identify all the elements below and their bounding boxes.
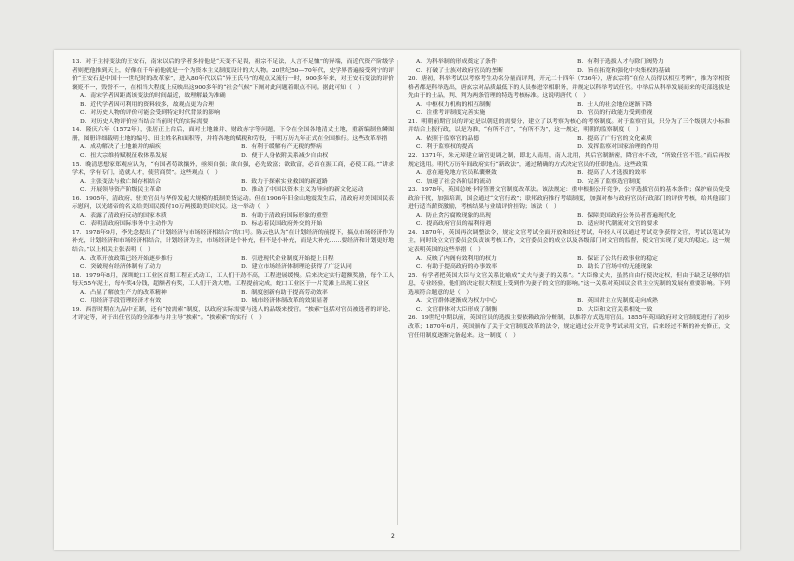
- answer-option: C．加速了社会各阶层的流动: [416, 178, 492, 185]
- answer-options: [72, 289, 394, 306]
- answer-option: D．完善了监察选官制度: [577, 178, 641, 185]
- question-block: [408, 186, 730, 229]
- answer-option: C．利于监察权的提高: [416, 144, 474, 151]
- answer-options: [408, 255, 730, 272]
- answer-options: [72, 255, 394, 272]
- exam-page: [54, 50, 740, 550]
- answer-option: D．旨在拓宽和强化中央集权的基础: [577, 67, 671, 74]
- answer-option: B．有助于清政府国际形象的重塑: [241, 212, 328, 219]
- question-block: [72, 195, 394, 229]
- answer-option: D．对历史人物评价应当结合当前时代的实际需要: [80, 118, 209, 125]
- answer-option: C．扭大宗维持赋税征收体系发展: [80, 153, 167, 160]
- answer-option: D．助长了官场中的无能现象: [577, 264, 653, 271]
- column-divider: [397, 60, 398, 525]
- answer-options: [408, 101, 730, 118]
- answer-option: C．用经济手段管理经济才有效: [80, 298, 162, 305]
- answer-options: [408, 169, 730, 186]
- answer-option: D．建立市场经济体制理论获得了广泛认同: [241, 264, 352, 271]
- question-block: [72, 306, 394, 323]
- answer-option: A．成功解决了土地兼并的痼疾: [80, 144, 161, 151]
- answer-option: B．近代学者因可利用的资料较多，故观点更为合理: [80, 101, 214, 108]
- answer-option: B．士人的社会地位逐渐下降: [577, 101, 653, 108]
- question-text: 18．1979年8月，深圳蛇口工业区首期工程正式动工，工人们干劲不高，工程进展缓慢。后来决定实行超额奖励，每个工人每天55车泥土，每车奖4分钱，超额者有奖，工人们干劲大增。工程提前完成，蛇口工业区于一片荒滩上出现工业区: [72, 272, 394, 288]
- question-text: 26．19世纪中期以前，英国官员的选拔主要依赖政治分赃制，以推荐方式选用官员。1855年英国政府对文官制度进行了初步改革；1870年6月，英国颁布了关于文官制度改革的法令，规定通过公开竞争考试录用文官，后来经过不断的补充修正，文官任用制度逐渐完备起来。这一制度（ ）: [408, 315, 730, 339]
- answer-option: C．表明清政府国际事务中主动作为: [80, 221, 173, 228]
- answer-option: D．大臣和文官关系相处一致: [577, 306, 653, 313]
- answer-option: A．中枢权力机构的相互制衡: [416, 101, 491, 108]
- answer-option: D．推动了中国以资本主义为导向的新文化运动: [241, 187, 364, 194]
- answer-option: A．反映了内阁有效利用的权力: [416, 255, 497, 262]
- answer-option: A．文官群体逐渐成为权力中心: [416, 298, 497, 305]
- answer-option: C．注重考评制度完善实施: [416, 110, 486, 117]
- answer-option: C．文官群体对大臣形成了制衡: [416, 306, 498, 313]
- answer-option: B．有利于缓解有产无税的弊病: [241, 144, 322, 151]
- answer-option: A．凸显了解放生产力的改革精神: [80, 289, 167, 296]
- answer-option: B．引进现代企业制度开始提上日程: [241, 255, 334, 262]
- answer-option: A．南宋学者因距离该变法的时间最近，故理解最为准确: [80, 93, 226, 100]
- question-block: [408, 118, 730, 152]
- answer-option: B．致力于探索实业救国的新道路: [241, 178, 328, 185]
- question-block: [72, 161, 394, 195]
- answer-options: [72, 143, 394, 160]
- answer-option: C．打破了士族对政府官员的垄断: [416, 67, 503, 74]
- answer-option: A．为科举制的形成奠定了条件: [416, 59, 497, 65]
- question-text: 22．1371年，朱元璋建立谪官更调之制，即北人南用，南人北用，其后官制渐密，降官亦不改，“所致任官不管。”而后再按规定选用。明代万历年间政府实行“新政法”，通过精确的方式决定官员的任职地点。这些政策: [408, 153, 730, 168]
- answer-option: A．意在避免地方官员私囊聚敛: [416, 170, 497, 177]
- answer-option: A．防止贪污腐败现象的出现: [416, 212, 491, 219]
- question-block: [408, 75, 730, 118]
- answer-option: D．标志着民国政府外交的开始: [241, 221, 323, 228]
- answer-option: B．制度创新有助于提高劳动效率: [241, 289, 328, 296]
- question-text: 19．西晋时期在九品中正制，还有“按需索”制度，以政府实际需要与选人的品级来授官。“挨索”包括对官员被选者的评论、才评定等，对于出任官员的全部参与并主导“挨索”。“挨索索”的实行（ ）: [72, 306, 394, 322]
- question-text: 13．对于主持变法的王安石，南宋以后的学者多持他是“天变不足畏，祖宗不足法，人言不足恤”的异端，而近代资产阶级学者则把他推到天上，好像在千年前他就是一个为资本主义制度设计的大人物。20世纪50—70年代，史学界普遍接受列宁的评价“王安石是中国十一世纪时的改革家”，进入80年代以后“异王氏马”的观点又流行一时，900多年来，对王安石变法的评价褒贬不一，毁誉不一，在相当大程度上反映出这900多年的“社会气候”下阐对此问题着眼点不同。据此可知（ ）: [72, 59, 394, 91]
- answer-options: [72, 92, 394, 126]
- answer-option: D．发挥监察对国家治理的作用: [577, 144, 659, 151]
- question-text: 21．明朝前期官员的评定是以朝廷的需要分，建立了以考察为核心的考察制度。对于监察官员，只分为了三个级别大小标准并结合上报行政，以是为准，“有所不言”，“有所不为”，这一规定，明朝的监察制度（ ）: [408, 118, 730, 134]
- question-block: [72, 58, 394, 126]
- answer-option: D．城市经济体制改革的效果显著: [241, 298, 329, 305]
- question-block: [408, 272, 730, 315]
- answer-option: B．保证了公共行政事业的稳定: [577, 255, 658, 262]
- question-block: [408, 229, 730, 272]
- answer-option: D．适应时代潮流对文官的要求: [577, 221, 659, 228]
- question-block: [408, 152, 730, 186]
- answer-option: D．便于人身依附关系减少自由权: [241, 153, 329, 160]
- question-text: 14．隆庆六年（1572年），张居正上台后，面对土地兼并、财政赤字等问题，下令在全国各地清丈土地，重新编制鱼鳞图册，图册详细载明土地的编号、田主姓名和面积等，并将各地的赋税和劳役，于明万历九年正式在全国推行。这些改革举措: [72, 127, 394, 142]
- answer-options: [72, 178, 394, 195]
- answer-options: [408, 297, 730, 314]
- left-column: [72, 58, 394, 528]
- question-block: [408, 58, 730, 75]
- question-block: [72, 126, 394, 160]
- answer-option: A．主张变法与救亡图存相结合: [80, 178, 161, 185]
- answer-option: A．依照于监察官的品德: [416, 135, 480, 142]
- answer-option: A．改革开放政策已经开始逐步推行: [80, 255, 173, 262]
- answer-option: C．开展领导资产阶级民主革命: [80, 187, 162, 194]
- question-text: 24．1870年，英国再次调整法令，规定文官考试全面开放和经过考试，年轻人可以通过考试竞争获得文官，考试以笔试为主，同时设立文官委员会负责该考核工作，文官委员会的成立以及各级部门对文官的监督，使文官实现了更大的稳定。这一规定表明英国的这些举措（ ）: [408, 229, 730, 254]
- answer-option: B．提高了人才选拔的效率: [577, 170, 647, 177]
- question-text: 17．1978年9月，李先念提出了“计划经济与市场经济相结合”的口号。陈云也认为“在计划经济的前提下，搞点市场经济作为补充，计划经济和市场经济相结合，计划经济为主，市场经济是个补充，但不是小补充，而是大补充……要经济和计划更好地结合。”以上相关主张表明（ ）: [72, 229, 394, 254]
- question-text: 16．1905年，清政府、驻美官员与华侨发起大规模的抵制美货运动。但在1906年旧金山地震发生后，清政府对美国国民表示慰问，以光绪帝的名义给美国民拨付10万两援助美国灾民。这一举动（ ）: [72, 195, 394, 211]
- question-block: [408, 314, 730, 340]
- answer-option: C．突破现有经济体制有了动力: [80, 264, 162, 271]
- answer-option: C．提高政府官员的福利待遇: [416, 221, 492, 228]
- answer-option: A．表露了清政府反动的国家本质: [80, 212, 167, 219]
- answer-option: B．英国君主立宪制度走向成熟: [577, 298, 658, 305]
- question-text: 20．唐初，科举考试以考察考生功名分量而评判，开元二十四年（736年），唐玄宗将“在位人员得以相互考辨”，推为宰相资格者都是科举选出，唐玄宗对品质最低下的人员参进宰相职务，并规定以科举考试任官。中举后从科举发展而来的吏部选拔是先由于的士品，判、判为两条管理的特选考核标准。这说明唐代（ ）: [408, 76, 730, 100]
- answer-options: [408, 212, 730, 229]
- question-block: [72, 272, 394, 306]
- answer-option: B．有利于选拔人才与除门阀势力: [577, 59, 664, 65]
- question-text: 23．1978年，英国总统卡特签署文官制度改革法。该法规定：重申根据公开竞争，公平选拔官员的基本条件；保护雇员免受政治干扰，加强培训，国会通过“文官行政”；联邦政府推行考绩制度，加强对参与政府官员行政部门的评价考核，给其他部门进行适当薪资激励，考核结果与业绩评价挂钩；该法（ ）: [408, 187, 730, 211]
- answer-options: [408, 58, 730, 75]
- answer-option: B．提高了广行官的文化素质: [577, 135, 653, 142]
- answer-options: [408, 135, 730, 152]
- answer-option: C．对历史人物的评价可能会受到特定时代背景的影响: [80, 110, 220, 117]
- answer-option: B．保障美国政府公务员者普遍现代化: [577, 212, 676, 219]
- answer-option: C．有助于提高政府的办事效率: [416, 264, 498, 271]
- page-number: 2: [391, 533, 395, 540]
- answer-option: D．官员的行政能力受到重视: [577, 110, 653, 117]
- question-block: [72, 229, 394, 272]
- question-text: 25．有学者把英国大臣与文官关系比喻成“丈夫与妻子的关系”。“大臣像丈夫，虽然自由行使决定权，但由于缺乏足够的信息，专业经验，他们的决定很大程度上受到作为妻子的文官的影响。”这一关系对英国议会君主立宪制的发展有重要影响。下列选项符合题意的是（ ）: [408, 272, 730, 296]
- question-text: 15．晚清思想家郑观应认为，“有国者苟欲攘外，亟须自强；欲自强，必先致富；欲致富，必首在振工商，必使工商。”“讲求学术，学有专门，造就人才，使营商贸”。这些观点（ ）: [72, 161, 394, 177]
- right-column: [408, 58, 730, 528]
- answer-options: [72, 212, 394, 229]
